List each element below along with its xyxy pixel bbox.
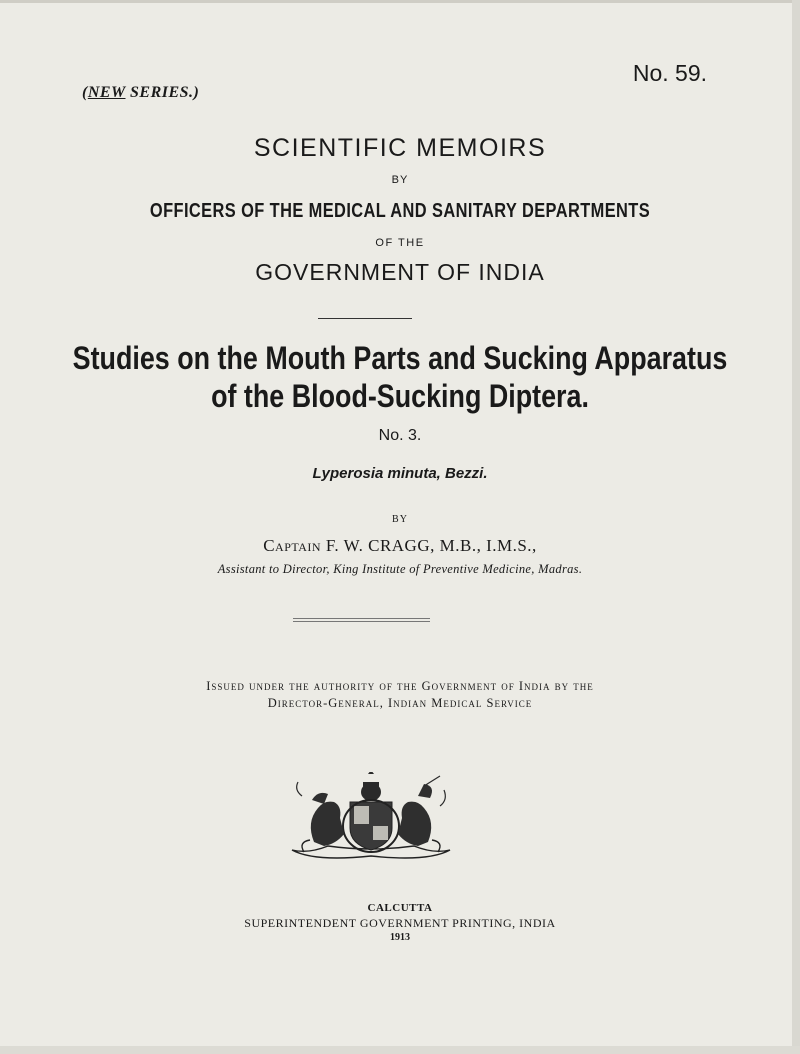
officers-heading: OFFICERS OF THE MEDICAL AND SANITARY DEPARTMENTS (149, 200, 651, 222)
series-word-series: SERIES. (130, 84, 194, 101)
title-divider (318, 318, 412, 319)
series-open-paren: ( (82, 84, 88, 101)
study-number: No. 3. (378, 427, 422, 444)
species-name: Lyperosia minuta, Bezzi. (312, 465, 488, 482)
imprint-printer: SUPERINTENDENT GOVERNMENT PRINTING, INDIA (244, 916, 556, 930)
study-title-line-1: Studies on the Mouth Parts and Sucking Apparatus (72, 340, 728, 376)
series-word-new: NEW (87, 84, 126, 101)
double-rule-top (293, 618, 430, 619)
author-name: Captain F. W. CRAGG, M.B., I.M.S., (263, 536, 537, 555)
author-affiliation: Assistant to Director, King Institute of Preventive Medicine, Madras. (217, 562, 583, 576)
issued-line-2: Director-General, Indian Medical Service (267, 696, 533, 710)
imprint-city: CALCUTTA (367, 902, 433, 914)
of-the-label: OF THE (375, 237, 425, 249)
series-label (82, 84, 199, 102)
memoirs-title: SCIENTIFIC MEMOIRS (253, 134, 547, 162)
study-title-line-2: of the Blood-Sucking Diptera. (211, 378, 589, 414)
royal-coat-of-arms-icon (284, 772, 458, 862)
page-edge-top (0, 0, 800, 3)
double-rule-bottom (293, 621, 430, 622)
series-close-paren: ) (193, 84, 200, 101)
government-heading: GOVERNMENT OF INDIA (255, 259, 545, 285)
memoir-number: No. 59. (632, 60, 707, 86)
imprint-year: 1913 (390, 932, 410, 943)
issued-line-1: Issued under the authority of the Government of India by the (206, 679, 594, 693)
title-by: BY (391, 174, 409, 186)
author-by: BY (392, 514, 408, 525)
page-edge-bottom (0, 1046, 800, 1054)
